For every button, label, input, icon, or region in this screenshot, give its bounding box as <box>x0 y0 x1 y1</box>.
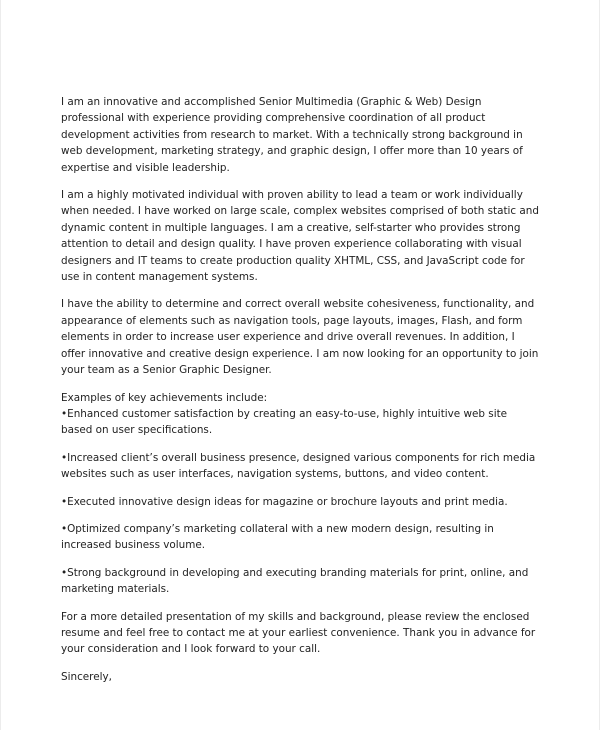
achievements-intro: Examples of key achievements include: <box>61 391 268 404</box>
achievement-item: •Executed innovative design ideas for magazine or brochure layouts and print media. <box>61 495 508 508</box>
achievement-item: •Strong background in developing and executing branding materials for print, online, and marketing materials. <box>61 566 529 596</box>
achievement-item: •Optimized company’s marketing collateral with a new modern design, resulting in increased business volume. <box>61 522 494 552</box>
sign-off: Sincerely, <box>61 670 112 683</box>
cover-letter-body <box>61 94 539 685</box>
achievement-item: •Enhanced customer satisfaction by creating an easy-to-use, highly intuitive web site based on user specifications. <box>61 407 508 437</box>
motivation-paragraph: I am a highly motivated individual with proven ability to lead a team or work individually when needed. I have worked on large scale, complex websites comprised of both static and dynamic content in multiple languages. I am a creative, self-starter who provides strong attention to detail and design quality. I have proven experience collaborating with visual designers and IT teams to create production quality XHTML, CSS, and JavaScript code for use in content management systems. <box>61 189 539 284</box>
abilities-paragraph: I have the ability to determine and correct overall website cohesiveness, functionality, and appearance of elements such as navigation tools, page layouts, images, Flash, and form elements in order to increase user experience and drive overall revenues. In addition, I offer innovative and creative design experience. I am now looking for an opportunity to join your team as a Senior Graphic Designer. <box>61 298 539 377</box>
achievement-item: •Increased client’s overall business presence, designed various components for rich media websites such as user interfaces, navigation systems, buttons, and video content. <box>61 451 536 481</box>
closing-paragraph: For a more detailed presentation of my skills and background, please review the enclosed resume and feel free to contact me at your earliest convenience. Thank you in advance for your consideration and I look forward to your call. <box>61 610 536 656</box>
intro-paragraph: I am an innovative and accomplished Senior Multimedia (Graphic & Web) Design professional with experience providing comprehensive coordination of all product development activities from research to market. With a technically strong background in web development, marketing strategy, and graphic design, I offer more than 10 years of expertise and visible leadership. <box>61 96 523 174</box>
